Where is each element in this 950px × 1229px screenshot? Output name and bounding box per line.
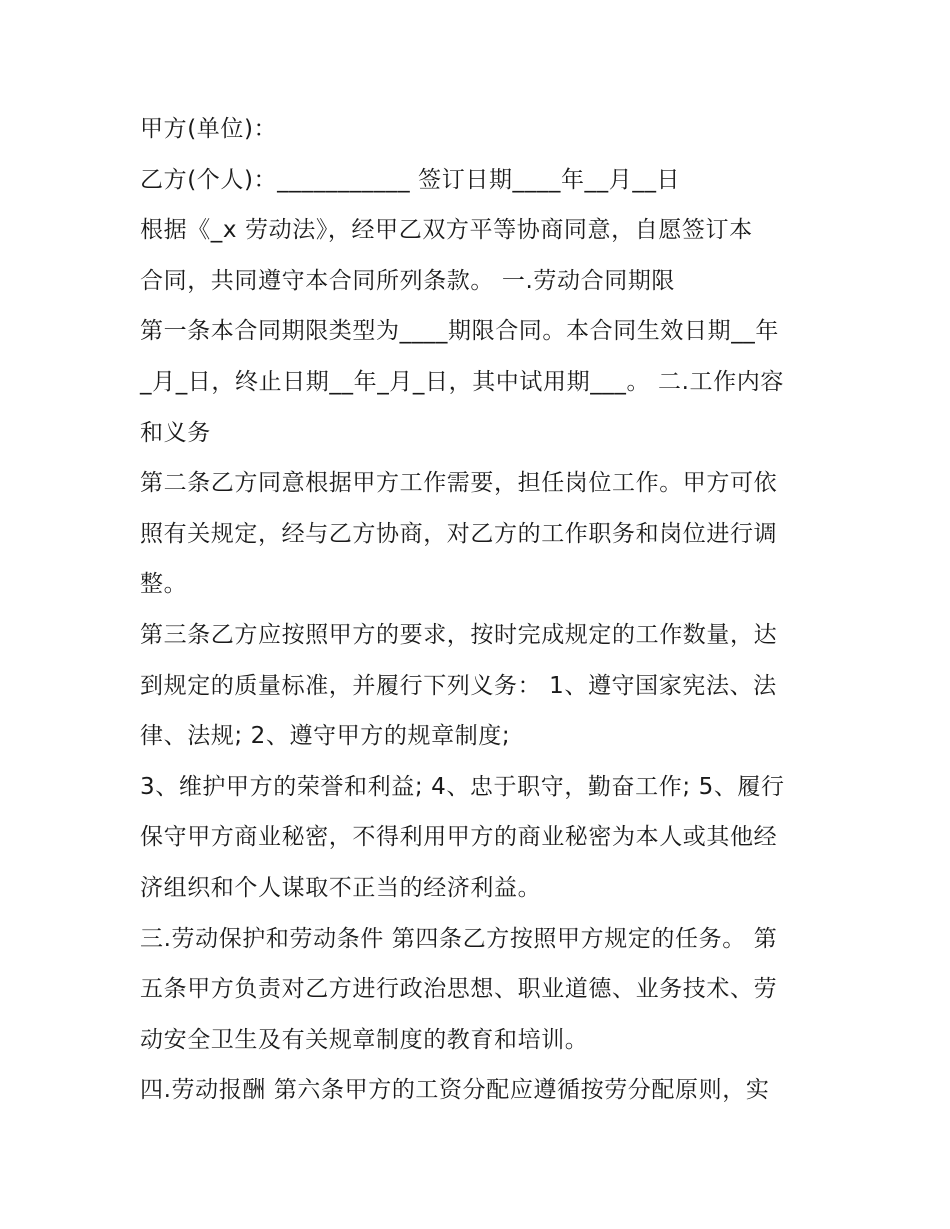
text-line: 甲方(单位)： [140,116,278,142]
text-line: 3、维护甲方的荣誉和利益; 4、忠于职守，勤奋工作; 5、履行 [140,773,785,800]
text-line: 第二条乙方同意根据甲方工作需要，担任岗位工作。甲方可依 [140,470,778,497]
document-body [140,104,820,1116]
text-line: 四.劳动报酬 第六条甲方的工资分配应遵循按劳分配原则，实 [140,1077,770,1104]
text-line: 第一条本合同期限类型为____期限合同。本合同生效日期__年 [140,318,779,345]
text-line: _月_日，终止日期__年_月_日，其中试用期___。 二.工作内容 [140,368,784,395]
text-line: 律、法规; 2、遵守甲方的规章制度; [140,723,511,750]
text-line: 根据《_x 劳动法》，经甲乙双方平等协商同意，自愿签订本 [140,217,753,244]
text-line: 五条甲方负责对乙方进行政治思想、职业道德、业务技术、劳 [140,976,778,1003]
text-line: 和义务 [140,419,211,446]
text-line: 照有关规定，经与乙方协商，对乙方的工作职务和岗位进行调 [140,520,778,547]
text-line: 到规定的质量标准，并履行下列义务： 1、遵守国家宪法、法 [140,672,777,699]
text-line: 济组织和个人谋取不正当的经济利益。 [140,874,542,901]
text-line: 保守甲方商业秘密，不得利用甲方的商业秘密为本人或其他经 [140,824,778,851]
text-line: 乙方(个人)：___________ 签订日期____年__月__日 [140,166,681,193]
text-line: 整。 [140,571,188,598]
text-line: 合同，共同遵守本合同所列条款。 一.劳动合同期限 [140,267,676,294]
text-line: 三.劳动保护和劳动条件 第四条乙方按照甲方规定的任务。 第 [140,925,778,952]
text-line: 第三条乙方应按照甲方的要求，按时完成规定的工作数量，达 [140,621,778,648]
text-line: 动安全卫生及有关规章制度的教育和培训。 [140,1026,589,1053]
